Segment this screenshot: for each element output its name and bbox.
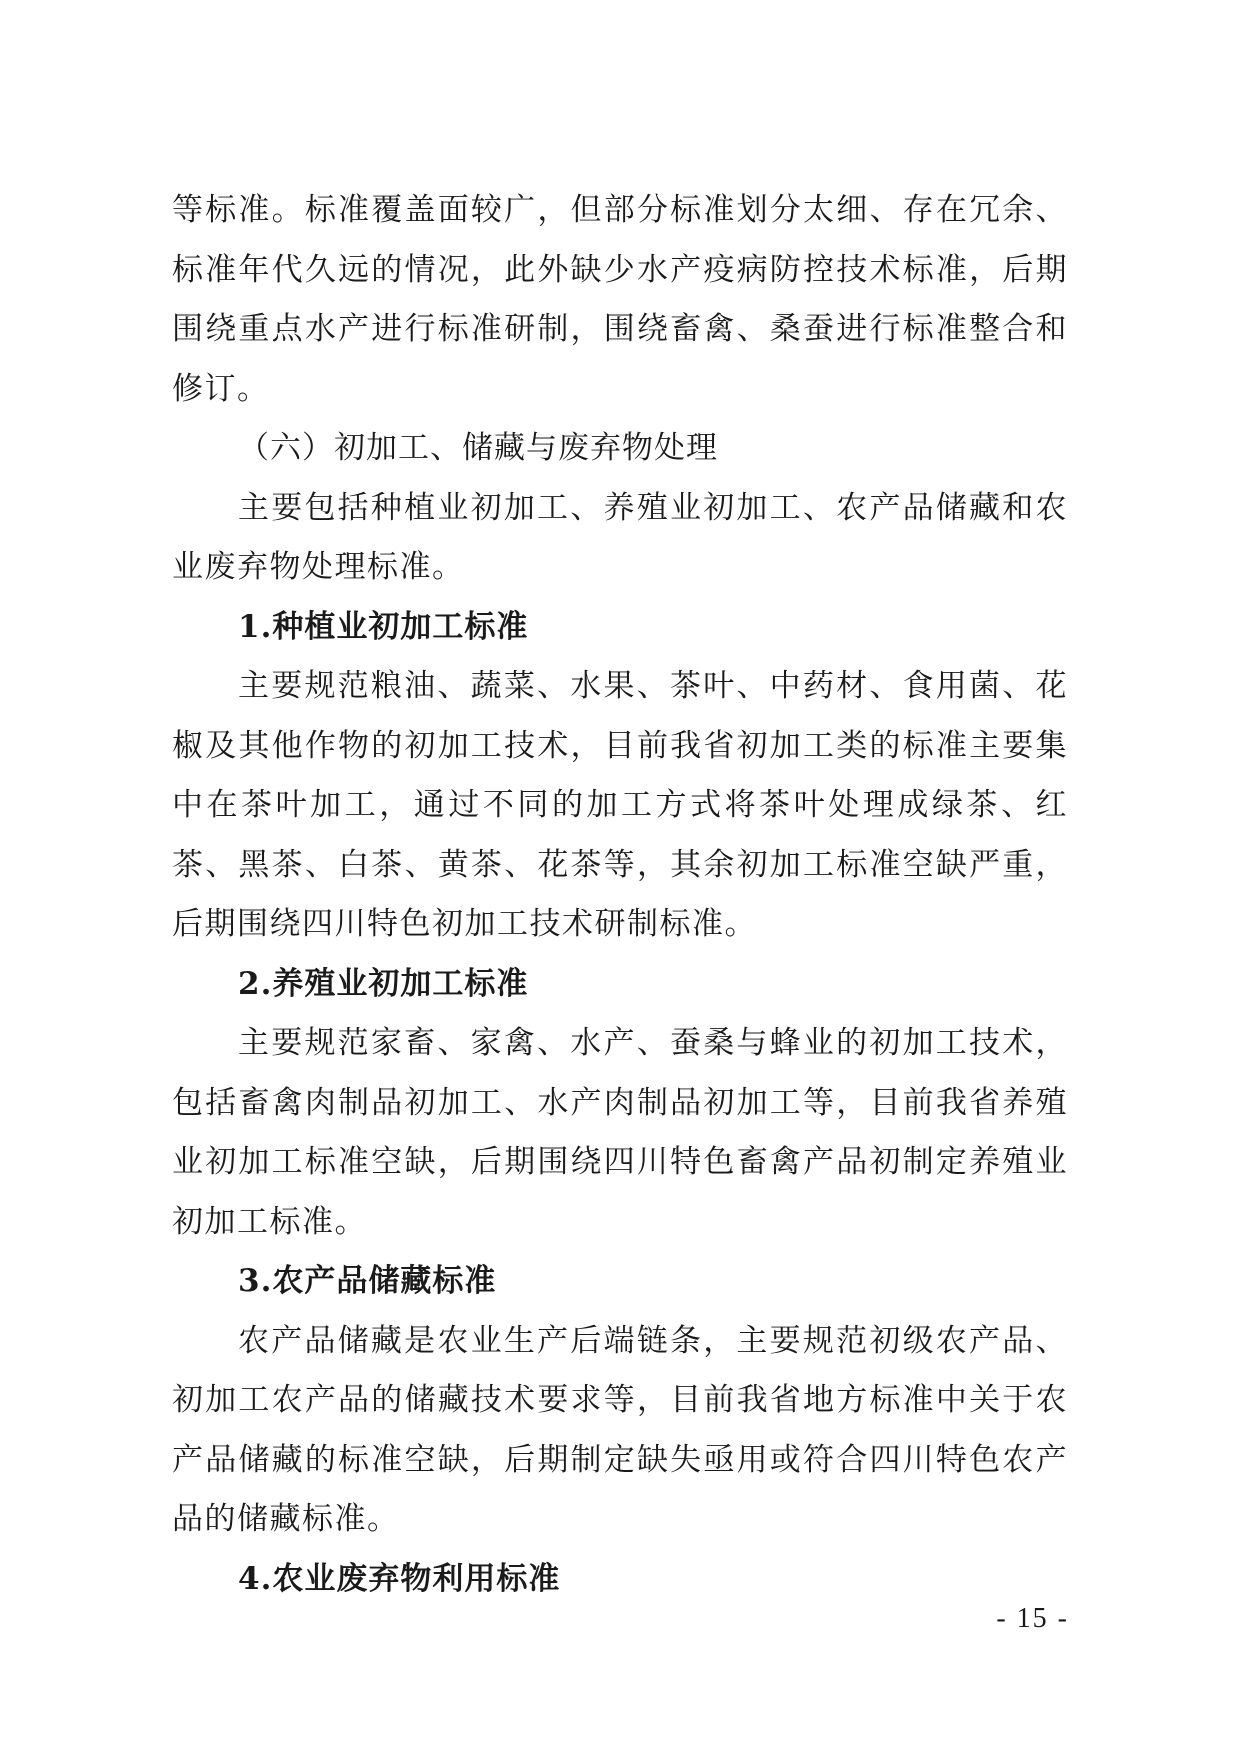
paragraph-continuation: 等标准。标准覆盖面较广，但部分标准划分太细、存在冗余、标准年代久远的情况，此外缺少水产疫病防控技术标准，后期围绕重点水产进行标准研制，围绕畜禽、桑蚕进行标准整合和修订。 [172,192,1068,407]
paragraph-intro: 主要包括种植业初加工、养殖业初加工、农产品储藏和农业废弃物处理标准。 [172,489,1068,585]
subheading-3: 3.农产品储藏标准 [238,1263,497,1299]
section-heading-6: （六）初加工、储藏与废弃物处理 [238,430,718,466]
paragraph-breeding: 主要规范家畜、家禽、水产、蚕桑与蜂业的初加工技术，包括畜禽肉制品初加工、水产肉制品初加工等，目前我省养殖业初加工标准空缺，后期围绕四川特色畜禽产品初制定养殖业初加工标准。 [172,1025,1068,1240]
paragraph-planting: 主要规范粮油、蔬菜、水果、茶叶、中药材、食用菌、花椒及其他作物的初加工技术，目前我省初加工类的标准主要集中在茶叶加工，通过不同的加工方式将茶叶处理成绿茶、红茶、黑茶、白茶、黄茶、花茶等，其余初加工标准空缺严重，后期围绕四川特色初加工技术研制标准。 [172,668,1068,942]
page-number: - 15 - [996,1603,1069,1634]
subheading-4: 4.农业废弃物利用标准 [238,1560,561,1597]
subheading-2: 2.养殖业初加工标准 [238,965,529,1002]
page-body [172,181,1068,1609]
subheading-1: 1.种植业初加工标准 [238,608,529,645]
paragraph-storage: 农产品储藏是农业生产后端链条，主要规范初级农产品、初加工农产品的储藏技术要求等，目前我省地方标准中关于农产品储藏的标准空缺，后期制定缺失亟用或符合四川特色农产品的储藏标准。 [172,1322,1068,1537]
